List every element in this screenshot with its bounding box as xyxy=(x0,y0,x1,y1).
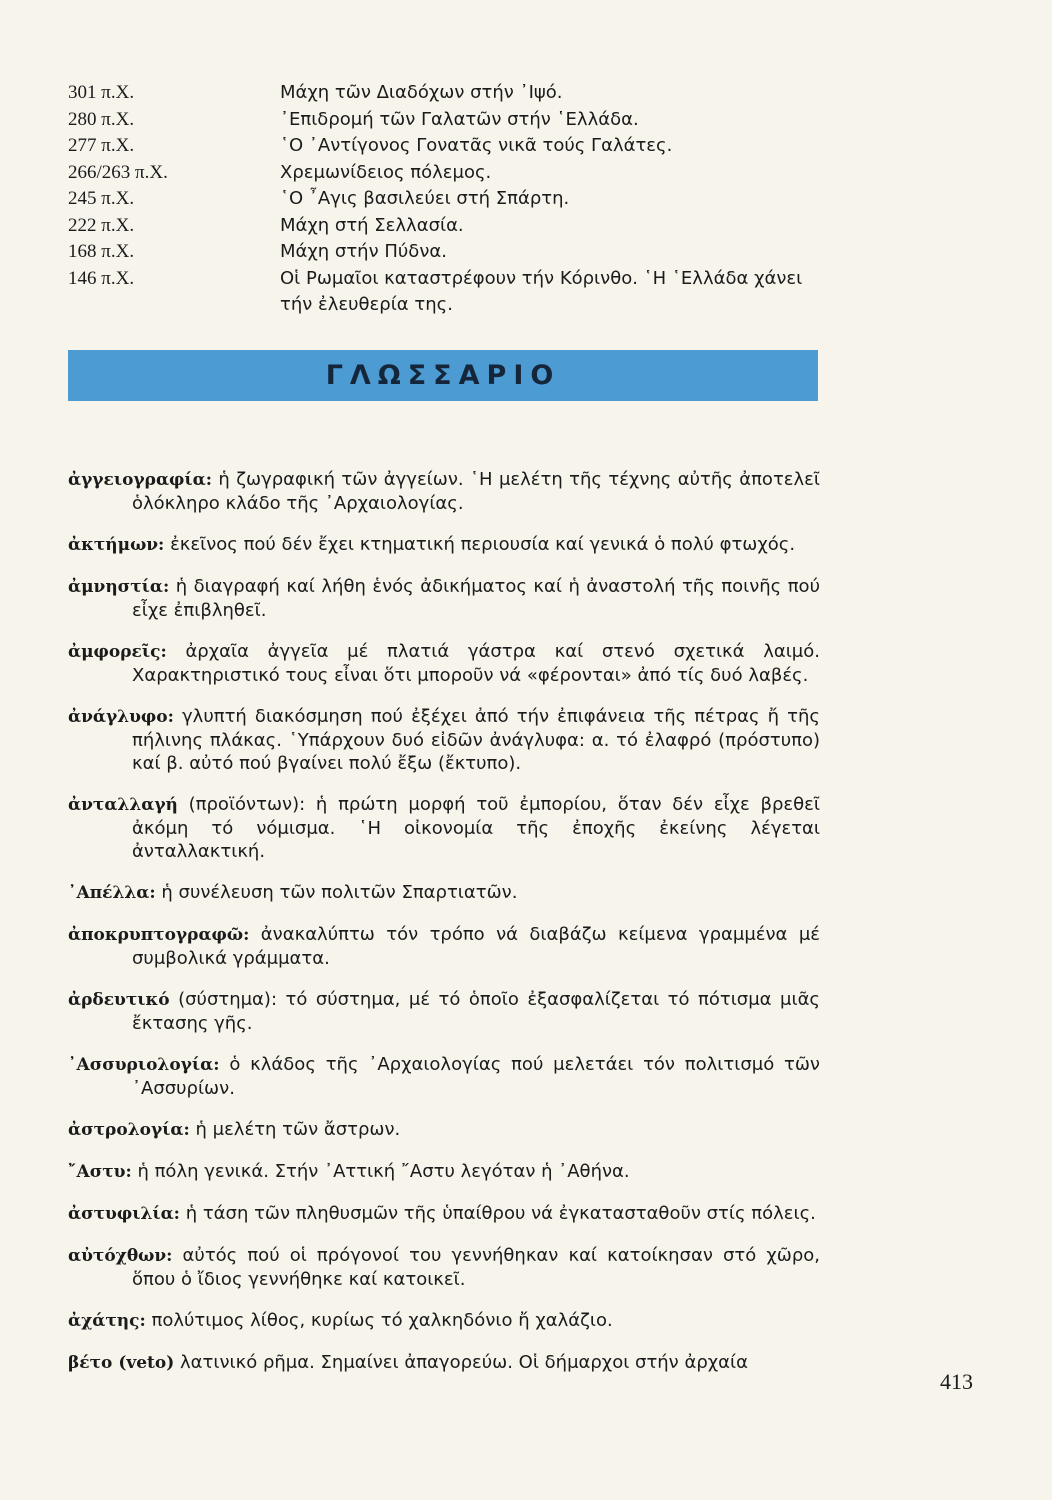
chronology-date: 280 π.Χ. xyxy=(68,108,135,130)
chronology-event: Μάχη στή Σελλασία. xyxy=(280,214,464,236)
glossary-heading-bar xyxy=(68,350,818,401)
chronology-date: 301 π.Χ. xyxy=(68,82,135,103)
glossary-entry xyxy=(68,1351,820,1375)
glossary-definition: ἀνακαλύπτω τόν τρόπο νά διαβάζω κείμενα γραμμένα μέ συμβολικά γράμματα. xyxy=(132,924,820,969)
glossary-title: ΓΛΩΣΣΑΡΙΟ xyxy=(325,360,561,391)
glossary-term: ἀμνηστία: xyxy=(68,577,170,597)
glossary-entry xyxy=(68,1244,820,1291)
page-number: 413 xyxy=(940,1369,973,1394)
glossary-entry xyxy=(68,1202,820,1226)
glossary-entry xyxy=(68,1160,820,1184)
chronology-event: ᾿Επιδρομή τῶν Γαλατῶν στήν ῾Ελλάδα. xyxy=(280,108,639,130)
glossary-definition: ἡ τάση τῶν πληθυσμῶν τῆς ὑπαίθρου νά ἐγκατασταθοῦν στίς πόλεις. xyxy=(185,1203,816,1224)
glossary-entry xyxy=(68,1053,820,1100)
glossary-entry xyxy=(68,705,820,775)
glossary-list xyxy=(68,450,820,1387)
glossary-term: ἀνταλλαγή xyxy=(68,795,178,815)
glossary-definition: ἡ διαγραφή καί λήθη ἑνός ἀδικήματος καί ἡ ἀναστολή τῆς ποινῆς πού εἶχε ἐπιβληθεῖ. xyxy=(132,576,820,621)
chronology-row xyxy=(68,107,828,134)
glossary-definition: αὐτός πού οἱ πρόγονοί του γεννήθηκαν καί κατοίκησαν στό χῶρο, ὅπου ὁ ἴδιος γεννήθηκε καί κατοικεῖ. xyxy=(132,1245,820,1290)
chronology-row xyxy=(68,186,828,213)
glossary-definition: ἡ πρώτη μορφή τοῦ ἐμπορίου, ὅταν δέν εἶχε βρεθεῖ ἀκόμη τό νόμισμα. ῾Η οἰκονομία τῆς ἐποχῆς ἐκείνης λέγεται ἀνταλλακτική. xyxy=(132,794,820,862)
glossary-definition: ἐκεῖνος πού δέν ἔχει κτηματική περιουσία καί γενικά ὁ πολύ φτωχός. xyxy=(170,534,796,555)
glossary-entry xyxy=(68,1309,820,1333)
glossary-entry xyxy=(68,575,820,622)
chronology-date: 266/263 π.Χ. xyxy=(68,161,168,183)
glossary-entry xyxy=(68,793,820,863)
chronology-event: Χρεμωνίδειος πόλεμος. xyxy=(280,161,492,183)
glossary-entry xyxy=(68,468,820,515)
chronology-date: 245 π.Χ. xyxy=(68,188,135,209)
chronology-date: 168 π.Χ. xyxy=(68,241,135,262)
chronology-list xyxy=(68,80,828,319)
glossary-entry xyxy=(68,923,820,970)
glossary-definition: ἡ συνέλευση τῶν πολιτῶν Σπαρτιατῶν. xyxy=(161,882,518,903)
chronology-date: 222 π.Χ. xyxy=(68,214,135,236)
glossary-term-note: (προϊόντων): xyxy=(177,794,306,815)
glossary-term: ῎Αστυ: xyxy=(68,1162,132,1182)
chronology-date: 146 π.Χ. xyxy=(68,267,135,289)
chronology-row xyxy=(68,213,828,240)
glossary-term: ἀστυφιλία: xyxy=(68,1204,180,1224)
glossary-definition: ἀρχαῖα ἀγγεῖα μέ πλατιά γάστρα καί στενό σχετικά λαιμό. Χαρακτηριστικό τους εἶναι ὅτι μποροῦν νά «φέρονται» ἀπό τίς δυό λαβές. xyxy=(132,641,820,686)
glossary-term-note: (σύστημα): xyxy=(169,989,278,1010)
glossary-entry xyxy=(68,1118,820,1142)
glossary-term: ἀκτήμων: xyxy=(68,535,165,555)
glossary-definition: γλυπτή διακόσμηση πού ἐξέχει ἀπό τήν ἐπιφάνεια τῆς πέτρας ἤ τῆς πήλινης πλάκας. ῾Υπάρχουν δυό εἰδῶν ἀνάγλυφα: α. τό ἐλαφρό (πρόστυπο) καί β. αὐτό πού βγαίνει πολύ ἔξω (ἔκτυπο). xyxy=(132,706,820,774)
chronology-row xyxy=(68,133,828,160)
glossary-entry xyxy=(68,988,820,1035)
glossary-term: αὐτόχθων: xyxy=(68,1246,173,1266)
glossary-definition: λατινικό ρῆμα. Σημαίνει ἀπαγορεύω. Οἱ δήμαρχοι στήν ἀρχαία xyxy=(180,1352,748,1373)
chronology-row xyxy=(68,266,828,319)
glossary-definition: ἡ μελέτη τῶν ἄστρων. xyxy=(195,1119,401,1140)
chronology-event: ῾Ο ᾿Αντίγονος Γονατᾶς νικᾶ τούς Γαλάτες. xyxy=(280,135,673,156)
glossary-term: ἀστρολογία: xyxy=(68,1120,190,1140)
glossary-definition: ὁ κλάδος τῆς ᾿Αρχαιολογίας πού μελετάει τόν πολιτισμό τῶν ᾿Ασσυρίων. xyxy=(132,1054,820,1099)
glossary-term: ἀμφορεῖς: xyxy=(68,642,167,662)
glossary-definition: τό σύστημα, μέ τό ὁποῖο ἐξασφαλίζεται τό πότισμα μιᾶς ἔκτασης γῆς. xyxy=(132,989,820,1034)
chronology-row xyxy=(68,80,828,107)
glossary-definition: πολύτιμος λίθος, κυρίως τό χαλκηδόνιο ἤ χαλάζιο. xyxy=(151,1310,613,1331)
glossary-entry xyxy=(68,881,820,905)
glossary-term: ἀρδευτικό xyxy=(68,990,170,1010)
glossary-term: ἀγγειογραφία: xyxy=(68,470,213,490)
glossary-entry xyxy=(68,533,820,557)
glossary-term: βέτο (veto) xyxy=(68,1353,175,1373)
glossary-term: ἀποκρυπτογραφῶ: xyxy=(68,925,250,945)
glossary-definition: ἡ ζωγραφική τῶν ἀγγείων. ῾Η μελέτη τῆς τέχνης αὐτῆς ἀποτελεῖ ὁλόκληρο κλάδο τῆς ᾿Αρχαιολογίας. xyxy=(132,469,820,514)
glossary-entry xyxy=(68,640,820,687)
glossary-term: ᾿Απέλλα: xyxy=(68,883,156,903)
glossary-definition: ἡ πόλη γενικά. Στήν ᾿Αττική ῎Αστυ λεγόταν ἡ ᾿Αθήνα. xyxy=(137,1161,630,1182)
glossary-term: ἀχάτης: xyxy=(68,1311,146,1331)
chronology-event: ῾Ο ῏Αγις βασιλεύει στή Σπάρτη. xyxy=(280,188,570,209)
chronology-event: Οἱ Ρωμαῖοι καταστρέφουν τήν Κόρινθο. ῾Η ῾Ελλάδα χάνει τήν ἐλευθερία της. xyxy=(280,267,803,315)
glossary-term: ἀνάγλυφο: xyxy=(68,707,174,727)
chronology-event: Μάχη στήν Πύδνα. xyxy=(280,241,447,262)
chronology-date: 277 π.Χ. xyxy=(68,135,135,156)
glossary-term: ᾿Ασσυριολογία: xyxy=(68,1055,220,1075)
chronology-row xyxy=(68,160,828,187)
chronology-event: Μάχη τῶν Διαδόχων στήν ᾿Ιψό. xyxy=(280,82,563,103)
chronology-row xyxy=(68,239,828,266)
